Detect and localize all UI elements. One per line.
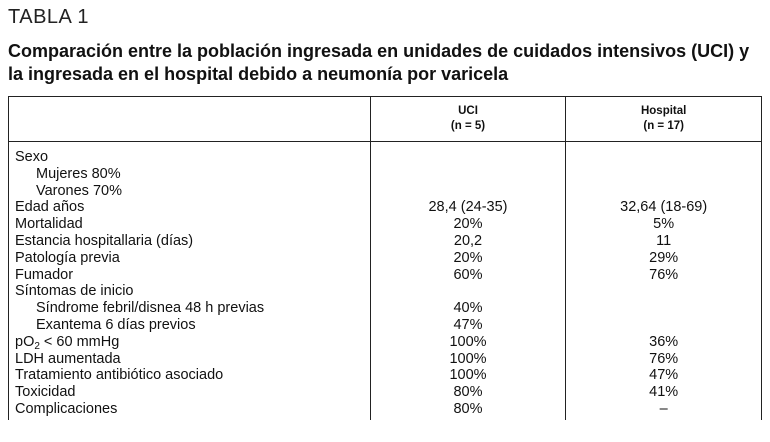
- uci-value: 100%: [370, 334, 566, 351]
- table-row: [9, 233, 762, 250]
- uci-value: 100%: [370, 367, 566, 384]
- row-label-main: pO: [15, 333, 35, 350]
- comparison-table: [8, 96, 762, 420]
- uci-value: 80%: [370, 401, 566, 420]
- table-row: [9, 283, 762, 300]
- row-label: Toxicidad: [9, 384, 371, 401]
- row-label-subscript: 2: [34, 340, 40, 352]
- uci-value: [370, 283, 566, 300]
- header-uci-name: UCI: [458, 105, 478, 117]
- table-row: [9, 250, 762, 267]
- table-row: [9, 401, 762, 420]
- table-title: Comparación entre la población ingresada en unidades de cuidados intensivos (UCI) y la ingresada en el hospital debido a neumonía por varicela: [8, 41, 750, 84]
- hospital-value: –: [566, 401, 762, 420]
- uci-value: 20%: [370, 216, 566, 233]
- table-row: [9, 142, 762, 166]
- row-label: Complicaciones: [9, 401, 371, 420]
- row-label: Mortalidad: [9, 216, 371, 233]
- hospital-value: 36%: [566, 334, 762, 351]
- hospital-value: [566, 166, 762, 183]
- header-hospital-name: Hospital: [640, 105, 687, 117]
- table-row: [9, 199, 762, 216]
- table-header-row: [9, 97, 762, 142]
- row-label: Tratamiento antibiótico asociado: [9, 367, 371, 384]
- header-hospital: [566, 97, 762, 142]
- table-row: [9, 166, 762, 183]
- header-uci-n: (n = 5): [450, 120, 486, 132]
- hospital-value: 29%: [566, 250, 762, 267]
- hospital-value: 11: [566, 233, 762, 250]
- hospital-value: 76%: [566, 351, 762, 368]
- row-label: Varones 70%: [9, 183, 371, 200]
- table-row: [9, 216, 762, 233]
- row-label: Exantema 6 días previos: [9, 317, 371, 334]
- uci-value: 20%: [370, 250, 566, 267]
- header-empty-cell: [9, 97, 371, 142]
- row-label: [9, 334, 371, 351]
- table-row: [9, 300, 762, 317]
- hospital-value: 41%: [566, 384, 762, 401]
- table-row: [9, 351, 762, 368]
- uci-value: [370, 142, 566, 166]
- table-row: [9, 183, 762, 200]
- table-row: [9, 317, 762, 334]
- uci-value: [370, 183, 566, 200]
- hospital-value: 76%: [566, 267, 762, 284]
- row-label: Fumador: [9, 267, 371, 284]
- row-label: Edad años: [9, 199, 371, 216]
- hospital-value: 5%: [566, 216, 762, 233]
- hospital-value: [566, 300, 762, 317]
- row-label: Sexo: [9, 142, 371, 166]
- row-label: Síndrome febril/disnea 48 h previas: [9, 300, 371, 317]
- table-row: [9, 367, 762, 384]
- row-label: Estancia hospitallaria (días): [9, 233, 371, 250]
- row-label-rest: < 60 mmHg: [39, 333, 120, 350]
- row-label: LDH aumentada: [9, 351, 371, 368]
- table-row: [9, 267, 762, 284]
- header-uci: [370, 97, 566, 142]
- hospital-value: [566, 183, 762, 200]
- hospital-value: [566, 142, 762, 166]
- hospital-value: [566, 283, 762, 300]
- table-row: [9, 334, 762, 351]
- uci-value: 28,4 (24-35): [370, 199, 566, 216]
- uci-value: 47%: [370, 317, 566, 334]
- header-hospital-n: (n = 17): [643, 120, 684, 132]
- hospital-value: 47%: [566, 367, 762, 384]
- uci-value: 60%: [370, 267, 566, 284]
- uci-value: [370, 166, 566, 183]
- uci-value: 40%: [370, 300, 566, 317]
- row-label: Patología previa: [9, 250, 371, 267]
- table-row: [9, 384, 762, 401]
- hospital-value: 32,64 (18-69): [566, 199, 762, 216]
- table-number: TABLA 1: [8, 6, 89, 28]
- row-label: Síntomas de inicio: [9, 283, 371, 300]
- uci-value: 20,2: [370, 233, 566, 250]
- uci-value: 100%: [370, 351, 566, 368]
- uci-value: 80%: [370, 384, 566, 401]
- row-label: Mujeres 80%: [9, 166, 371, 183]
- hospital-value: [566, 317, 762, 334]
